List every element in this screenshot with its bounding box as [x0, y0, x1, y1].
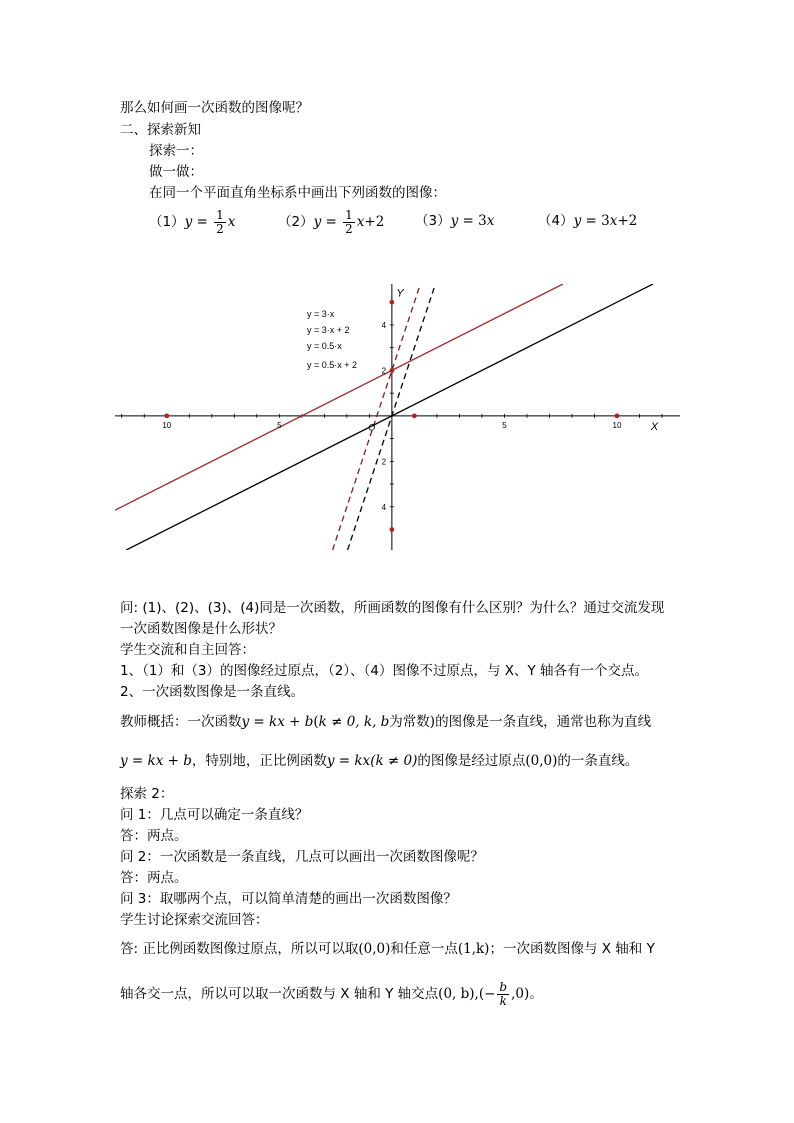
function-graph: [115, 284, 680, 550]
series-line: [333, 284, 421, 550]
marked-point: [389, 368, 394, 373]
explore2-a1: 答：两点。: [120, 828, 188, 844]
answer-1: 1、（1）和（3）的图像经过原点，（2）、（4）图像不过原点，与 X、Y 轴各有一个交点。: [120, 663, 649, 679]
marked-point: [389, 300, 394, 305]
function-3: （3）y = 3x: [415, 213, 495, 229]
explore2-q2: 问 2：一次函数是一条直线，几点可以画出一次函数图像呢？: [120, 849, 484, 865]
explore1-heading: 探索一：: [149, 143, 203, 159]
marked-point: [164, 413, 169, 418]
function-2: （2）y = $\frac{1}{2}$ x+2: [278, 207, 385, 236]
fraction: $\frac{b}{k}$: [499, 979, 508, 1008]
function-4: （4）y = 3x+2: [538, 213, 638, 229]
y-tick-label: 4: [381, 320, 387, 330]
final-answer-line2: 轴各交一点，所以可以取一次函数与 X 轴和 Y 轴交点(0, b),(− $\frac{b}{k}$ ,0)。: [120, 979, 543, 1008]
function-1: （1）y = $\frac{1}{2}$ x: [149, 207, 236, 236]
marked-point: [412, 413, 417, 418]
y-tick-label: 4: [381, 502, 387, 512]
teacher-summary-line2: y = kx + b，特别地，正比例函数y = kx(k ≠ 0)的图像是经过原点(0,0)的一条直线。: [120, 753, 639, 769]
answer-2: 2、一次函数图像是一条直线。: [120, 684, 305, 700]
intro-question: 那么如何画一次函数的图像呢？: [120, 100, 309, 116]
x-tick-label: 5: [502, 420, 507, 430]
series-line: [115, 284, 563, 510]
final-answer-line1: 答: 正比例函数图像过原点，所以可以取(0,0)和任意一点(1,k)；一次函数图像与 X 轴和 Y: [120, 941, 655, 957]
marked-point: [615, 413, 620, 418]
explore2-a2: 答：两点。: [120, 870, 188, 886]
question1-line1: 问: (1)、(2)、(3)、(4)同是一次函数，所画函数的图像有什么区别？为什么？通过交流发现: [120, 600, 665, 616]
explore1-instruction: 在同一个平面直角坐标系中画出下列函数的图像：: [149, 185, 446, 201]
question1-line2: 一次函数图像是什么形状？: [120, 621, 282, 637]
x-tick-label: 10: [162, 420, 172, 430]
y-tick-label: 2: [381, 366, 387, 376]
legend-entry: y = 3·x: [307, 309, 335, 319]
x-tick-label: 5: [277, 420, 282, 430]
student-answer-heading: 学生交流和自主回答：: [120, 642, 255, 658]
section-title: 二、探索新知: [120, 122, 201, 138]
fraction: $\frac{1}{2}$: [216, 207, 224, 236]
fraction: $\frac{1}{2}$: [345, 207, 353, 236]
legend-entry: y = 3·x + 2: [307, 325, 350, 335]
legend-entry: y = 0.5·x + 2: [307, 360, 358, 370]
x-tick-label: 10: [612, 420, 622, 430]
marked-point: [389, 527, 394, 532]
legend-entry: y = 0.5·x: [307, 341, 342, 351]
teacher-summary-line1: 教师概括：一次函数y = kx + b(k ≠ 0, k, b为常数)的图像是一条直线，通常也称为直线: [120, 714, 652, 730]
y-axis-label: Y: [396, 287, 404, 300]
explore1-activity: 做一做：: [149, 164, 203, 180]
series-line: [126, 284, 653, 550]
y-tick-label: 2: [381, 457, 387, 467]
explore2-q1: 问 1：几点可以确定一条直线？: [120, 807, 309, 823]
explore2-q3: 问 3：取哪两个点，可以简单清楚的画出一次函数图像？: [120, 891, 457, 907]
explore2-discussion: 学生讨论探索交流回答：: [120, 912, 269, 928]
explore2-heading: 探索 2：: [120, 786, 174, 802]
origin-label: O: [368, 422, 376, 433]
x-axis-label: X: [650, 420, 659, 433]
